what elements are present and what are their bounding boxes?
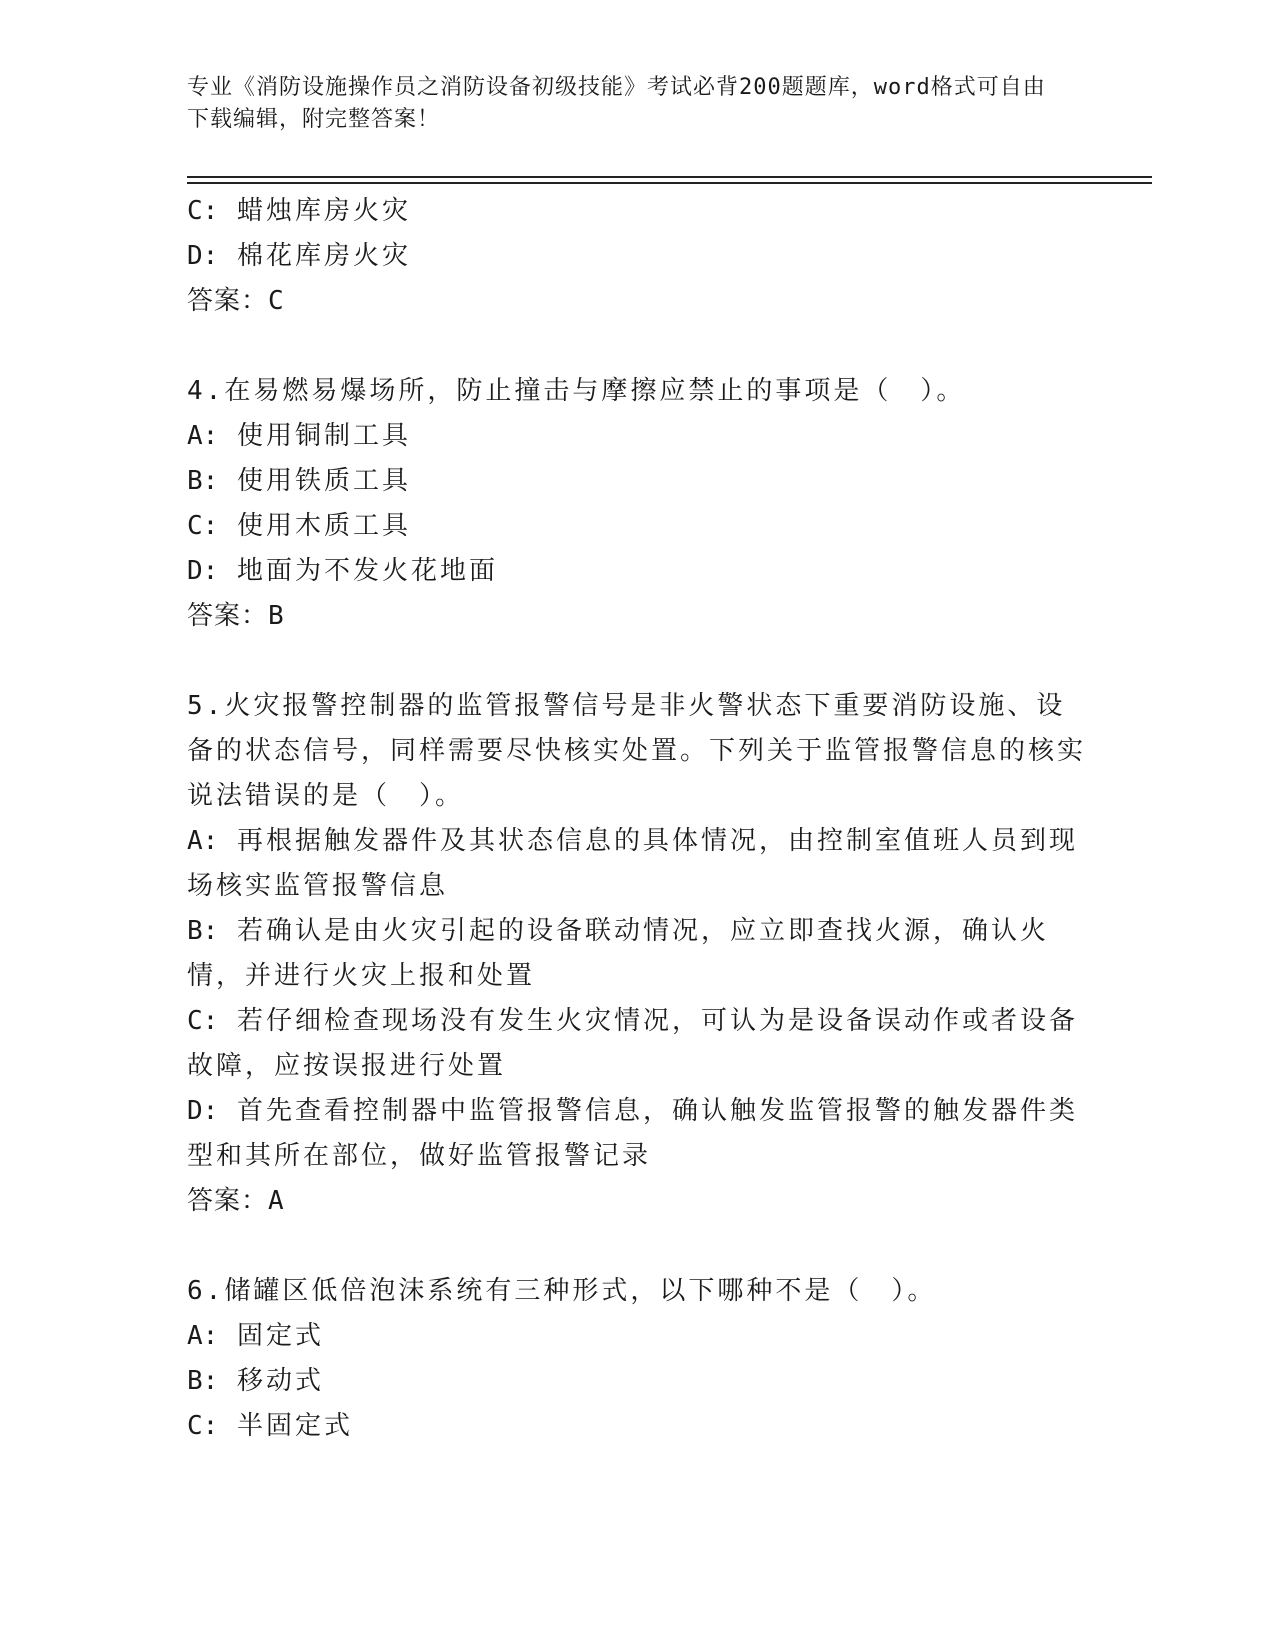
header-rule-bottom [187,182,1152,184]
document-body [187,189,1087,1449]
spacer [187,1224,1087,1269]
option-a: A: 固定式 [187,1321,324,1351]
option-c: C: 半固定式 [187,1411,353,1441]
header-text: 专业《消防设施操作员之消防设备初级技能》考试必背200题题库，word格式可自由下载编辑，附完整答案！ [187,75,1046,132]
option-d: D: 棉花库房火灾 [187,241,411,271]
option-c: C: 若仔细检查现场没有发生火灾情况，可认为是设备误动作或者设备故障，应按误报进行处置 [187,1006,1078,1081]
question-5 [187,684,1087,1224]
option-c: C: 使用木质工具 [187,511,411,541]
answer: 答案：B [187,601,285,631]
option-a: A: 使用铜制工具 [187,421,411,451]
prev-question-tail [187,189,1087,324]
spacer [187,324,1087,369]
option-b: B: 移动式 [187,1366,324,1396]
page-header [187,72,1067,136]
question-stem: 4.在易燃易爆场所，防止撞击与摩擦应禁止的事项是（ ）。 [187,376,966,406]
option-b: B: 若确认是由火灾引起的设备联动情况，应立即查找火源，确认火情，并进行火灾上报和处置 [187,916,1049,991]
answer: 答案：C [187,286,285,316]
question-stem: 6.储罐区低倍泡沫系统有三种形式，以下哪种不是（ ）。 [187,1276,937,1306]
header-rule-top [187,176,1152,178]
answer: 答案：A [187,1186,285,1216]
option-c: C: 蜡烛库房火灾 [187,196,411,226]
option-b: B: 使用铁质工具 [187,466,411,496]
option-d: D: 首先查看控制器中监管报警信息，确认触发监管报警的触发器件类型和其所在部位，做好监管报警记录 [187,1096,1078,1171]
question-4 [187,369,1087,639]
spacer [187,639,1087,684]
question-stem: 5.火灾报警控制器的监管报警信号是非火警状态下重要消防设施、设备的状态信号，同样需要尽快核实处置。下列关于监管报警信息的核实说法错误的是（ ）。 [187,691,1087,811]
option-d: D: 地面为不发火花地面 [187,556,498,586]
option-a: A: 再根据触发器件及其状态信息的具体情况，由控制室值班人员到现场核实监管报警信息 [187,826,1078,901]
question-6 [187,1269,1087,1449]
